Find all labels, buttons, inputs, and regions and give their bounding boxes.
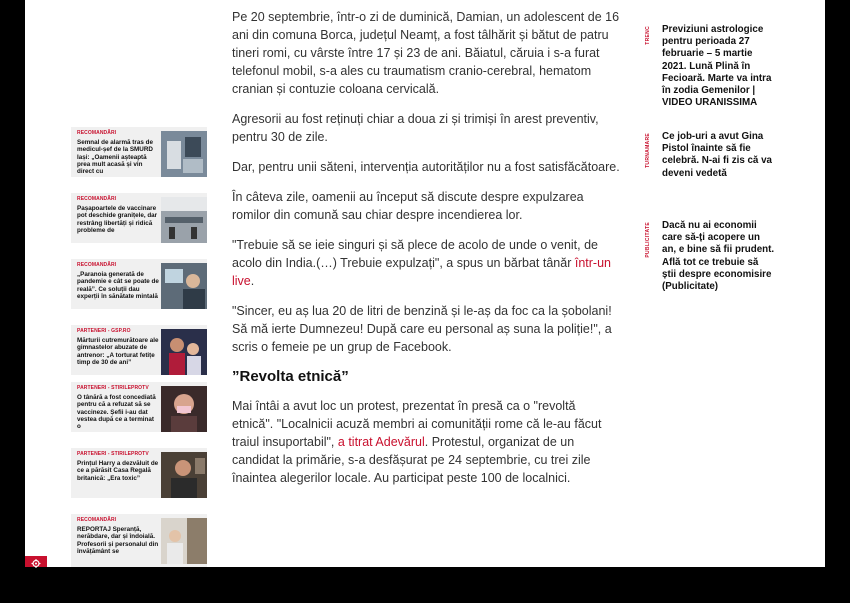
promo-title[interactable]: Dacă nu ai economii care să-ți acopere un an, e bine să fii prudent. Află tot ce trebuie să știi despre economisire (Publicitate): [662, 220, 775, 293]
card-tag: RECOMANDĂRI: [77, 130, 117, 136]
card-title[interactable]: Mărturii cutremurătoare ale gimnastelor abuzate de antrenor: „A torturat fetițe timp de 30 de ani”: [77, 337, 159, 366]
recommended-card[interactable]: [71, 193, 207, 243]
article-paragraph: Pe 20 septembrie, într-o zi de duminică, Damian, un adolescent de 16 ani din comuna Borca, județul Neamț, a fost tâlhărit și bătut de patru tineri romi, cu vârste între 17 și 23 de ani. Băiatul, căruia i s-a furat telefonul mobil, s-a ales cu traumatism cranio-cerebral, hematom cranian și contuzie coloana cervicală.: [232, 10, 620, 96]
card-title[interactable]: Pașapoartele de vaccinare pot deschide granițele, dar restrâng libertăți și ridică probleme de: [77, 205, 158, 234]
card-tag: PARTENERI - GSP.RO: [77, 328, 131, 334]
article-body: [232, 8, 620, 499]
recommended-card[interactable]: [71, 325, 207, 375]
promo-item[interactable]: [645, 220, 775, 296]
article-paragraph: [232, 236, 620, 290]
recommended-card[interactable]: [71, 259, 207, 309]
article-paragraph: "Sincer, eu aș lua 20 de litri de benzină și le-aș da foc ca la șobolani! Să mă ierte Dumnezeu! După care eu personal aș suna la poliție!", a scris o femeie pe un grup de Facebook.: [232, 304, 612, 354]
article-paragraph: [232, 397, 620, 487]
card-tag: RECOMANDĂRI: [77, 262, 117, 268]
promo-tag: PUBLICITATE: [645, 222, 651, 258]
recommended-card[interactable]: [71, 127, 207, 177]
card-title[interactable]: Prințul Harry a dezvăluit de ce a părăsit Casa Regală britanică: „Era toxic”: [77, 460, 159, 482]
card-title[interactable]: O tânără a fost concediată pentru că a refuzat să se vaccineze. Șefii i-au dat vestea după ce a terminat o: [77, 394, 156, 430]
card-tag: RECOMANDĂRI: [77, 196, 117, 202]
promo-title[interactable]: Previziuni astrologice pentru perioada 27 februarie – 5 martie 2021. Lună Plină în Fecioară. Marte va intra în zodia Gemenilor | VIDEO URANISSIMA: [662, 24, 772, 109]
settings-button[interactable]: [25, 556, 47, 567]
article-paragraph: Agresorii au fost reținuți chiar a doua zi și trimiși în arest preventiv, pentru 30 de zile.: [232, 112, 599, 144]
article-paragraph: Dar, pentru unii săteni, intervenția autorităților nu a fost satisfăcătoare.: [232, 160, 620, 174]
card-thumbnail[interactable]: [161, 386, 207, 432]
paragraph-text: Mai întâi a avut loc un protest, prezentat în presă ca o "revoltă etnică". "Localnicii acuză membri ai comunității rome că le-au făcut traiul insuportabil",: [232, 399, 602, 449]
card-title[interactable]: REPORTAJ Speranță, nerăbdare, dar și îndoială. Profesorii și personalul din învățământ se: [77, 526, 159, 555]
card-thumbnail[interactable]: [161, 263, 207, 309]
paragraph-text: "Trebuie să se ieie singuri și să plece de acolo de unde o venit, de acolo din India.(…) Trebuie expulzați", a spus un bărbat tânăr: [232, 238, 599, 270]
article-paragraph: În câteva zile, oamenii au început să discute despre expulzarea romilor din comună sau chiar despre incendierea lor.: [232, 190, 584, 222]
card-thumbnail[interactable]: [161, 197, 207, 243]
recommended-card[interactable]: [71, 382, 207, 432]
card-tag: PARTENERI - STIRILEPROTV: [77, 385, 149, 391]
card-thumbnail[interactable]: [161, 518, 207, 564]
paragraph-text: .: [250, 274, 255, 288]
card-thumbnail[interactable]: [161, 329, 207, 375]
section-heading: ”Revolta etnică”: [232, 368, 349, 385]
card-tag: RECOMANDĂRI: [77, 517, 117, 523]
card-title[interactable]: Semnal de alarmă tras de medicul-șef de la SMURD Iași: „Oamenii așteaptă prea mult acasă și vin direct cu: [77, 139, 153, 175]
gear-icon: [25, 558, 47, 569]
recommended-card[interactable]: [71, 448, 207, 498]
adevarul-link[interactable]: a titrat Adevărul: [337, 435, 425, 449]
article-page: [25, 0, 825, 567]
card-thumbnail[interactable]: [161, 452, 207, 498]
live-video-link[interactable]: într-un live: [232, 256, 611, 288]
promo-tag: TURNAMARE: [645, 133, 651, 168]
card-tag: PARTENERI - STIRILEPROTV: [77, 451, 149, 457]
promo-title[interactable]: Ce job-uri a avut Gina Pistol înainte să fie celebră. N-ai fi zis că va deveni vedetă: [662, 131, 772, 179]
promo-item[interactable]: [645, 131, 775, 181]
paragraph-text: . Protestul, organizat de un candidat la primărie, s-a desfășurat pe 24 septembrie, cu trei zile înaintea alegerilor locale. Au participat peste 100 de localnici.: [232, 435, 591, 485]
promo-tag: TRENC: [645, 26, 651, 45]
promo-item[interactable]: [645, 24, 775, 114]
recommended-card[interactable]: [71, 514, 207, 567]
card-title[interactable]: „Paranoia generată de pandemie e cât se poate de reală”. Ce soluții dau experții în sănătate mintală: [77, 271, 159, 300]
card-thumbnail[interactable]: [161, 131, 207, 177]
